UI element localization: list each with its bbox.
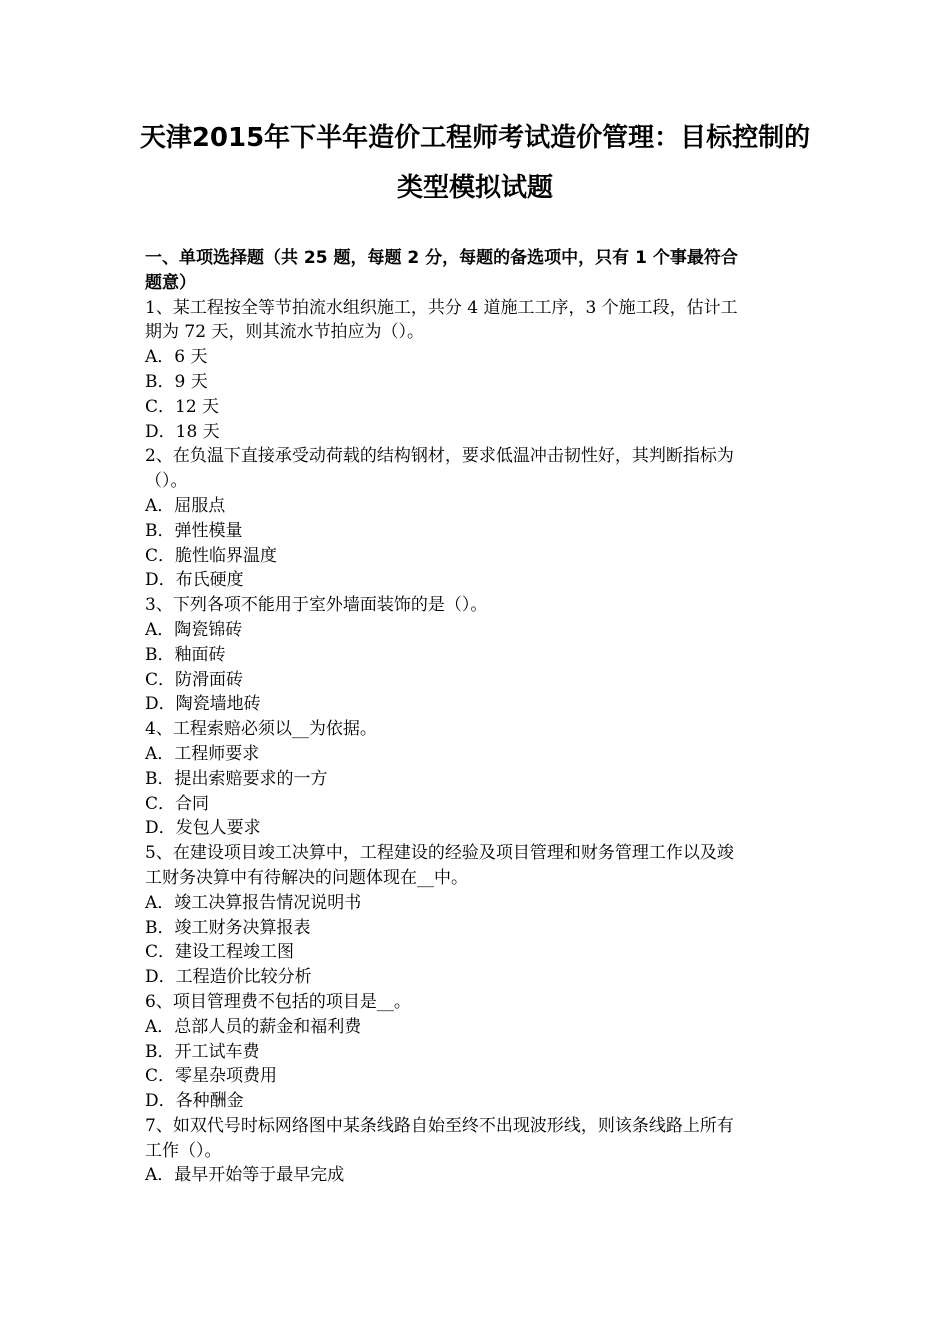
option-d: D．布氏硬度 [145,570,244,591]
option-d: D．陶瓷墙地砖 [145,694,261,715]
option-b: B．釉面砖 [145,644,226,665]
option-b: B．提出索赔要求的一方 [145,768,328,789]
question-4 [145,717,810,841]
option-d: D．各种酬金 [145,1091,244,1112]
section-heading [145,246,810,296]
option-b: B．开工试车费 [145,1041,260,1062]
question-6 [145,990,810,1114]
option-b: B．9 天 [145,371,208,392]
option-d: D．18 天 [145,421,220,442]
option-a: A．工程师要求 [145,743,260,764]
question-text-line: 工作（）。 [145,1140,222,1161]
option-d: D．工程造价比较分析 [145,967,312,988]
option-c: C．脆性临界温度 [145,545,278,566]
question-text-line: 期为 72 天，则其流水节拍应为（）。 [145,322,424,343]
question-text-line: （）。 [145,471,188,492]
question-1 [145,296,810,445]
option-b: B．弹性模量 [145,520,243,541]
option-a: A．6 天 [145,347,208,368]
question-text-line: 3、下列各项不能用于室外墙面装饰的是（）。 [145,595,488,616]
option-d: D．发包人要求 [145,818,261,839]
option-a: A．陶瓷锦砖 [145,619,243,640]
option-c: C．建设工程竣工图 [145,942,295,963]
option-a: A．最早开始等于最早完成 [145,1165,345,1186]
question-7 [145,1114,810,1188]
question-text-line: 2、在负温下直接承受动荷载的结构钢材，要求低温冲击韧性好，其判断指标为 [145,446,734,467]
option-a: A．屈服点 [145,495,226,516]
option-c: C．12 天 [145,396,220,417]
option-a: A．总部人员的薪金和福利费 [145,1016,362,1037]
question-5 [145,841,810,990]
title-line-2: 类型模拟试题 [396,173,553,203]
question-text-line: 4、工程索赔必须以__为依据。 [145,719,377,740]
question-text-line: 5、在建设项目竣工决算中，工程建设的经验及项目管理和财务管理工作以及竣 [145,843,734,864]
question-text-line: 6、项目管理费不包括的项目是__。 [145,991,411,1012]
question-text-line: 工财务决算中有待解决的问题体现在__中。 [145,867,468,888]
question-text-line: 7、如双代号时标网络图中某条线路自始至终不出现波形线，则该条线路上所有 [145,1115,734,1136]
section-heading-line-1: 一、单项选择题（共 25 题，每题 2 分，每题的备选项中，只有 1 个事最符合 [145,248,738,268]
question-text-line: 1、某工程按全等节拍流水组织施工，共分 4 道施工工序，3 个施工段，估计工 [145,297,738,318]
option-b: B．竣工财务决算报表 [145,917,311,938]
title-line-1: 天津2015年下半年造价工程师考试造价管理：目标控制的 [139,123,811,153]
option-c: C．合同 [145,793,210,814]
question-3 [145,593,810,717]
option-c: C．零星杂项费用 [145,1066,278,1087]
option-c: C．防滑面砖 [145,669,244,690]
section-heading-line-2: 题意） [145,272,196,293]
document-title [120,113,830,213]
document-body [145,220,810,1188]
option-a: A．竣工决算报告情况说明书 [145,892,362,913]
question-2 [145,444,810,593]
